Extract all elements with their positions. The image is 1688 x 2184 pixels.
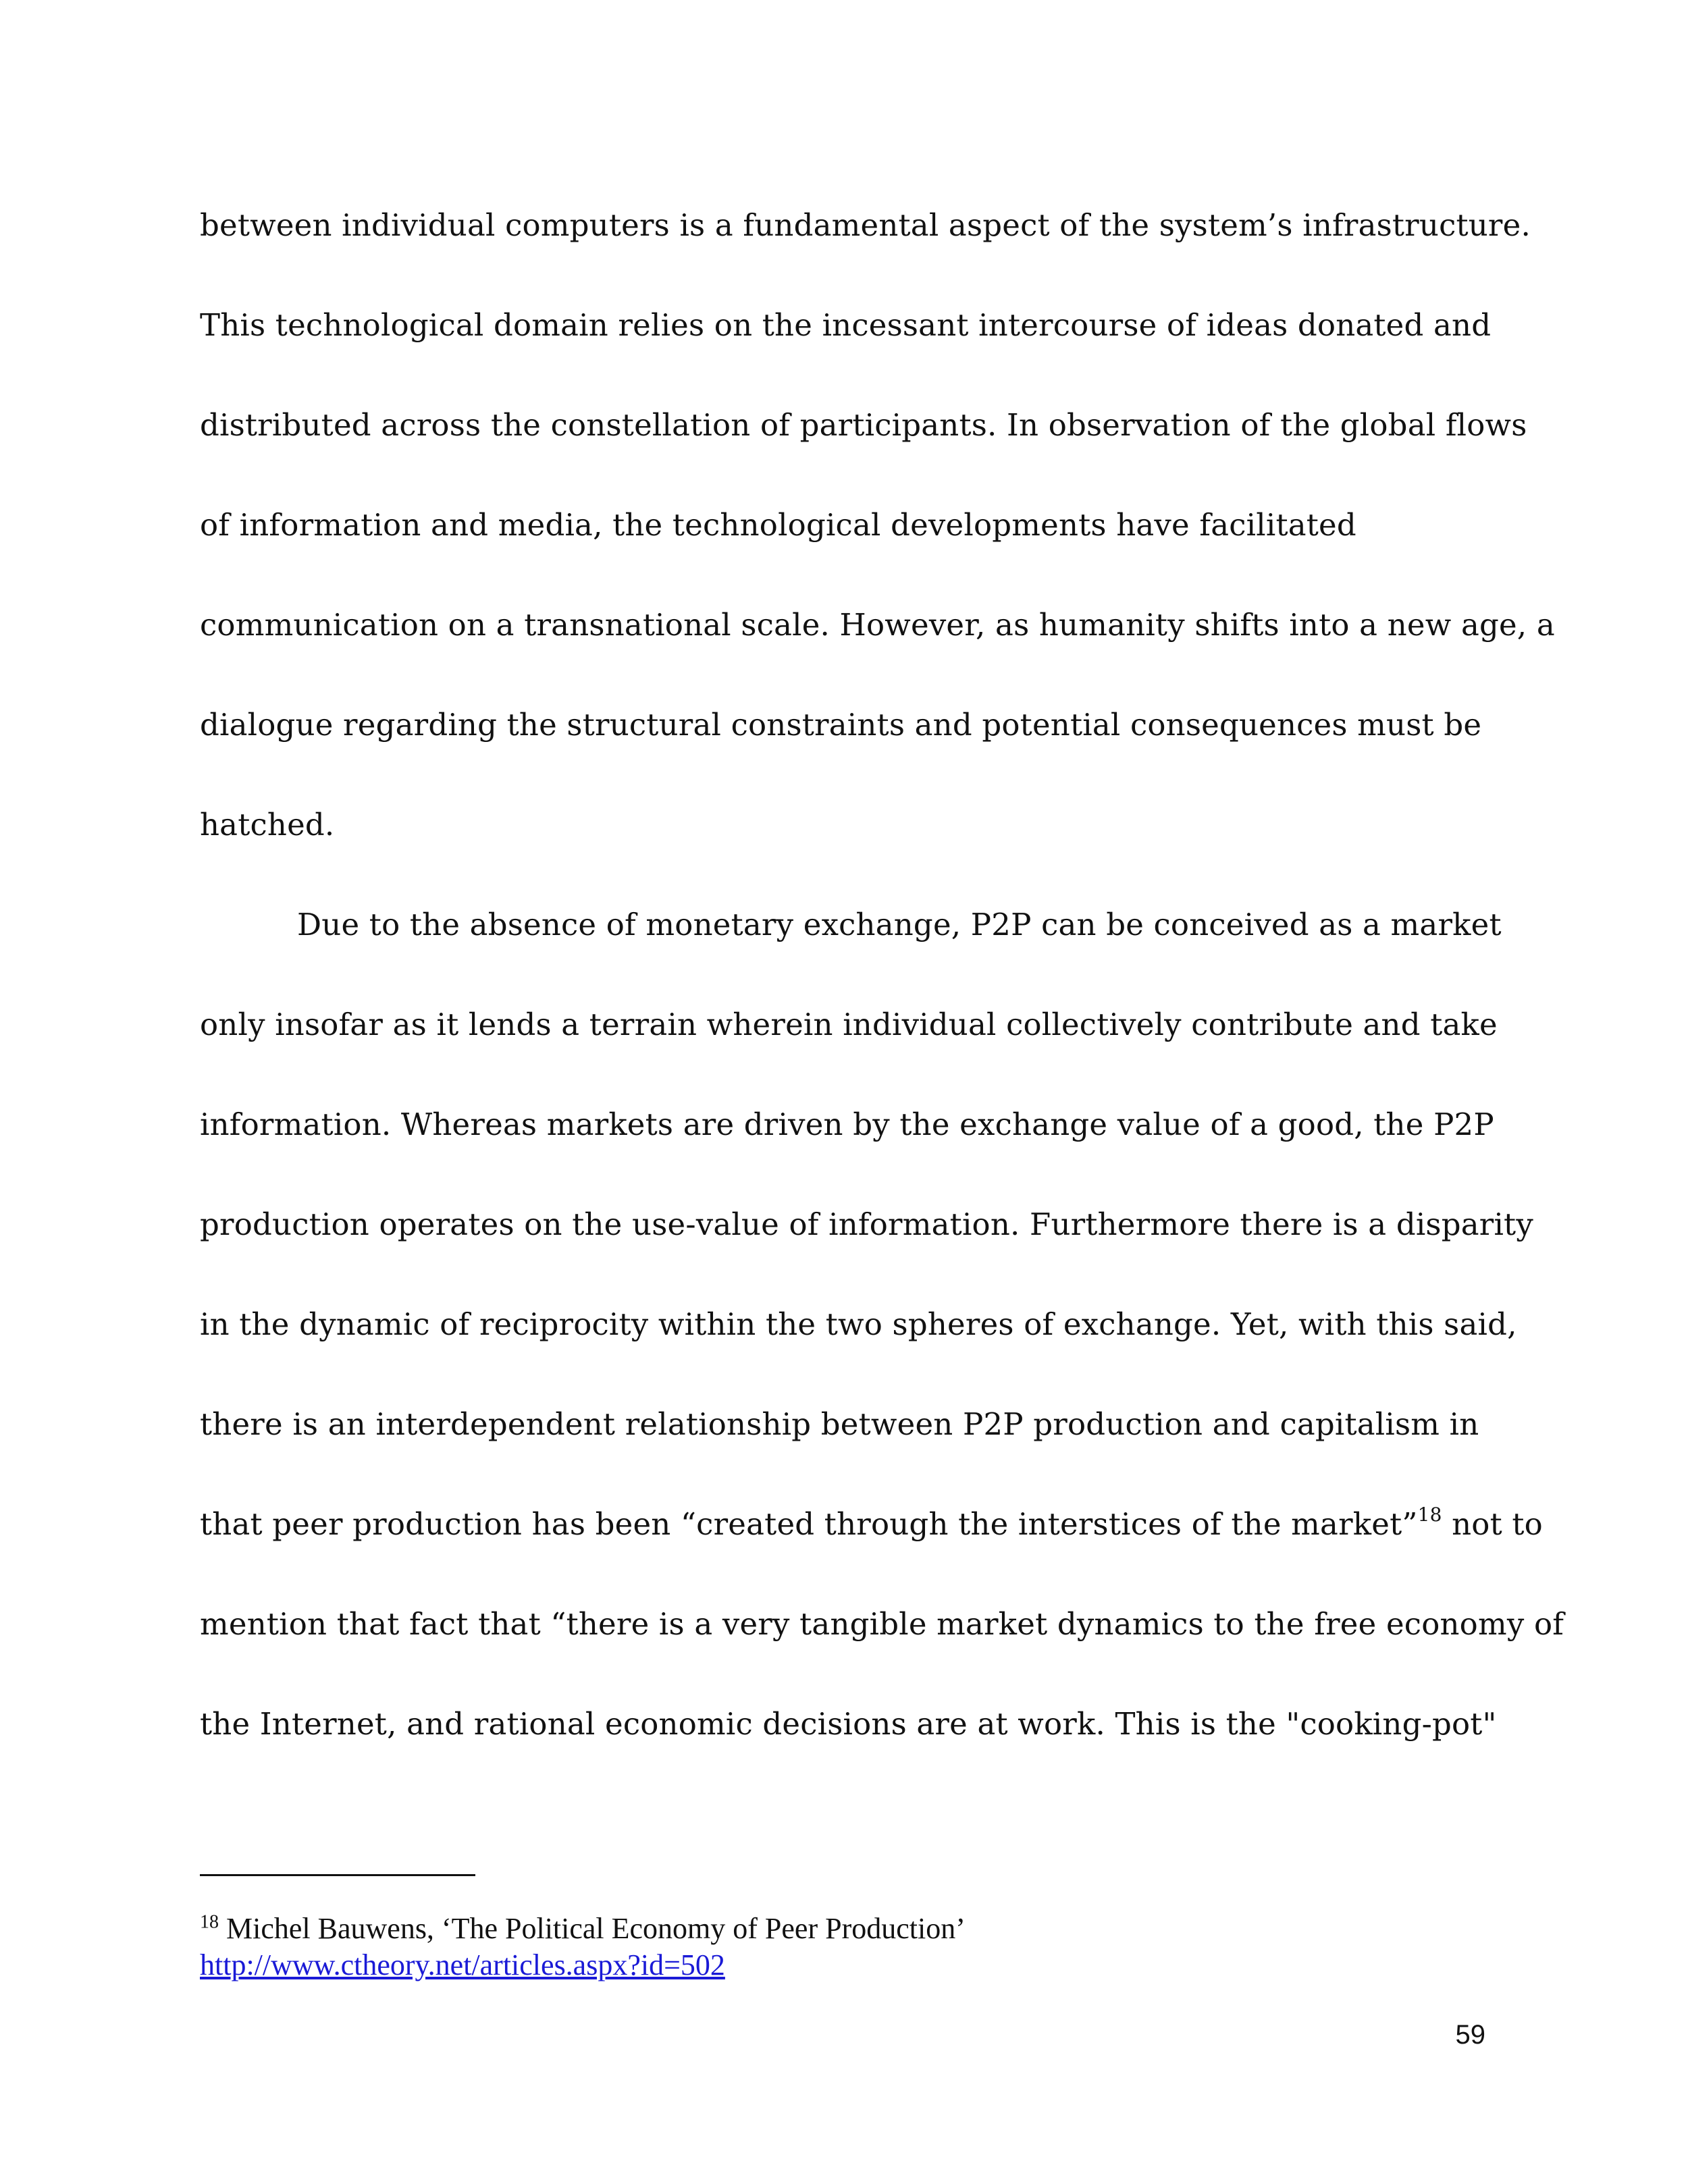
body-line-13: there is an interdependent relationship between P2P production and capitalism in (200, 1406, 1479, 1442)
body-line-6: dialogue regarding the structural constraints and potential consequences must be (200, 707, 1482, 743)
footnote-separator (200, 1874, 475, 1876)
body-line-5: communication on a transnational scale. However, as humanity shifts into a new age, a (200, 607, 1555, 643)
body-line-7: hatched. (200, 807, 335, 843)
body-line-1: between individual computers is a fundamental aspect of the system’s infrastructure. (200, 207, 1531, 243)
footnote-link[interactable]: http://www.ctheory.net/articles.aspx?id=502 (200, 1948, 725, 1981)
body-line-8-paragraph-start: Due to the absence of monetary exchange, P2P can be conceived as a market (297, 907, 1502, 942)
footnote-reference[interactable]: 18 (1417, 1503, 1442, 1526)
footnote-text: Michel Bauwens, ‘The Political Economy of Peer Production’ (219, 1912, 966, 1945)
body-line-11: production operates on the use-value of information. Furthermore there is a disparity (200, 1206, 1533, 1242)
body-line-14-end: not to (1442, 1506, 1543, 1542)
footnote-citation (200, 1911, 966, 1947)
body-line-3: distributed across the constellation of participants. In observation of the global flows (200, 407, 1527, 443)
body-line-15: mention that fact that “there is a very tangible market dynamics to the free economy of (200, 1606, 1564, 1642)
body-line-9: only insofar as it lends a terrain wherein individual collectively contribute and take (200, 1007, 1498, 1042)
body-line-14-text: that peer production has been “created through the interstices of the market” (200, 1506, 1418, 1542)
footnote-url-line (200, 1947, 725, 1983)
body-line-4: of information and media, the technological developments have facilitated (200, 507, 1356, 543)
footnote-number: 18 (200, 1911, 219, 1933)
body-line-14 (200, 1503, 1543, 1545)
body-line-10: information. Whereas markets are driven by the exchange value of a good, the P2P (200, 1107, 1494, 1142)
body-line-12: in the dynamic of reciprocity within the two spheres of exchange. Yet, with this said, (200, 1306, 1517, 1342)
body-line-2: This technological domain relies on the incessant intercourse of ideas donated and (200, 307, 1492, 343)
page-number: 59 (1455, 2020, 1485, 2050)
body-line-16: the Internet, and rational economic decisions are at work. This is the "cooking-pot" (200, 1706, 1497, 1742)
